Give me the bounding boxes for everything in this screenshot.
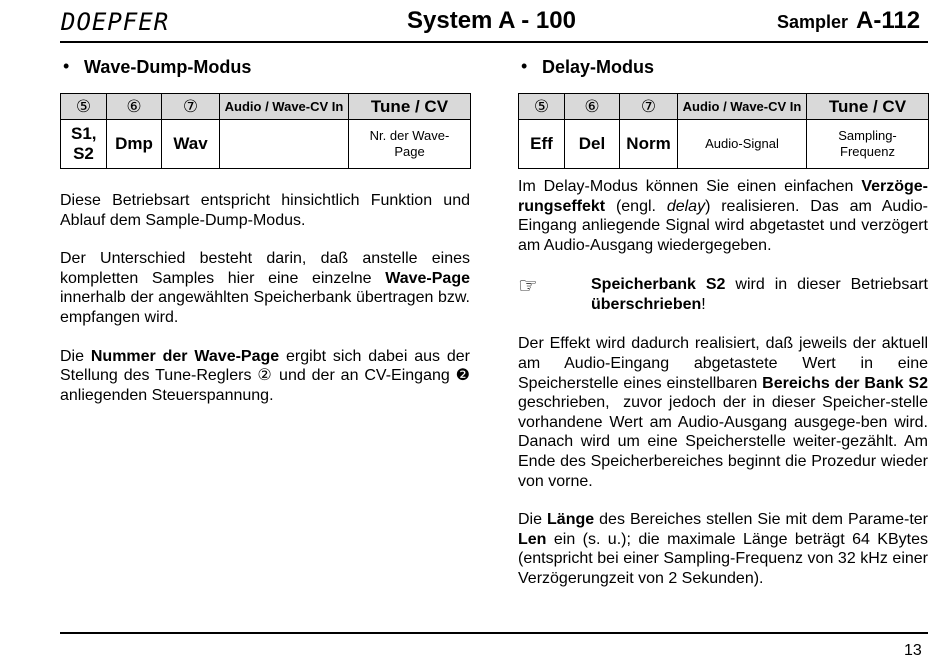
paragraph: Die Länge des Bereiches stellen Sie mit dem Parame-ter Len ein (s. u.); die maximale Länge beträgt 64 KBytes (entspricht bei einer Sampling-Frequenz von 32 kHz einer Verzögerungzeit von 2 Sekunden). [518,511,928,587]
table-cell: S1, S2 [61,120,107,169]
doepfer-logo: DOEPFER [61,8,170,36]
table-header-cell: ⑤ [61,94,107,120]
table-cell: Sampling-Frequenz [807,120,929,169]
section-heading-wave-dump: • Wave-Dump-Modus [63,56,252,77]
paragraph: Diese Betriebsart entspricht hinsichtlich Funktion und Ablauf dem Sample-Dump-Modus. [60,192,470,229]
table-cell: Dmp [107,120,162,169]
table-cell: Eff [519,120,565,169]
pointing-hand-icon: ☞ [518,273,538,299]
footer-rule [60,632,928,634]
warning-note [518,275,928,315]
table-header-cell: Tune / CV [807,94,929,120]
header-rule [60,41,928,43]
table-cell: Wav [162,120,220,169]
table-header-cell: ⑥ [565,94,620,120]
left-column [60,57,470,405]
table-cell [220,120,349,169]
paragraph: Der Unterschied besteht darin, daß anstelle eines kompletten Samples hier eine einzelne Wave-Page innerhalb der angewählten Speicherbank übertragen bzw. empfangen wird. [60,250,470,326]
header-module-number: A-112 [856,7,921,34]
table-header-cell: Audio / Wave-CV In [220,94,349,120]
table-header-cell: ⑥ [107,94,162,120]
table-header-cell: ⑤ [519,94,565,120]
note-text: Speicherbank S2 wird in dieser Betriebsart überschrieben! [591,276,928,313]
page-number: 13 [904,642,922,659]
table-header-cell: Tune / CV [349,94,471,120]
bullet: • [63,56,70,76]
table-cell: Del [565,120,620,169]
bullet: • [521,56,528,76]
table-header-cell: ⑦ [620,94,678,120]
paragraph: Die Nummer der Wave-Page ergibt sich dabei aus der Stellung des Tune-Reglers ② und der an CV-Eingang ❷ anliegenden Steuerspannung. [60,347,471,404]
section-heading-delay: • Delay-Modus [521,56,655,77]
header-module-type: Sampler [777,12,849,32]
delay-settings-table [518,93,929,169]
table-header-cell: Audio / Wave-CV In [678,94,807,120]
table-cell: Nr. der Wave-Page [349,120,471,169]
table-cell: Audio-Signal [678,120,807,169]
wave-dump-settings-table [60,93,471,169]
paragraph: Im Delay-Modus können Sie einen einfachen Verzöge-rungseffekt (engl. delay) realisieren. Das am Audio-Eingang anliegende Signal wird abgetastet und verzögert am Audio-Ausgang wiedergegeben. [518,178,928,254]
table-header-cell: ⑦ [162,94,220,120]
right-column [518,57,928,589]
paragraph: Der Effekt wird dadurch realisiert, daß jeweils der aktuell am Audio-Eingang abgetastete Wert in eine Speicherstelle eines einstellbaren Bereichs der Bank S2 geschrieben, zuvor jedoch der in dieser Speicher-stelle vorhandene Wert am Audio-Ausgang ausgege-ben wird. Danach wird um eine Speicherstelle weiter-gezählt. Am Ende des Speicherbereiches beginnt die Prozedur wieder von vorne. [518,335,928,490]
table-cell: Norm [620,120,678,169]
page-header-title: System A - 100 [407,7,576,34]
